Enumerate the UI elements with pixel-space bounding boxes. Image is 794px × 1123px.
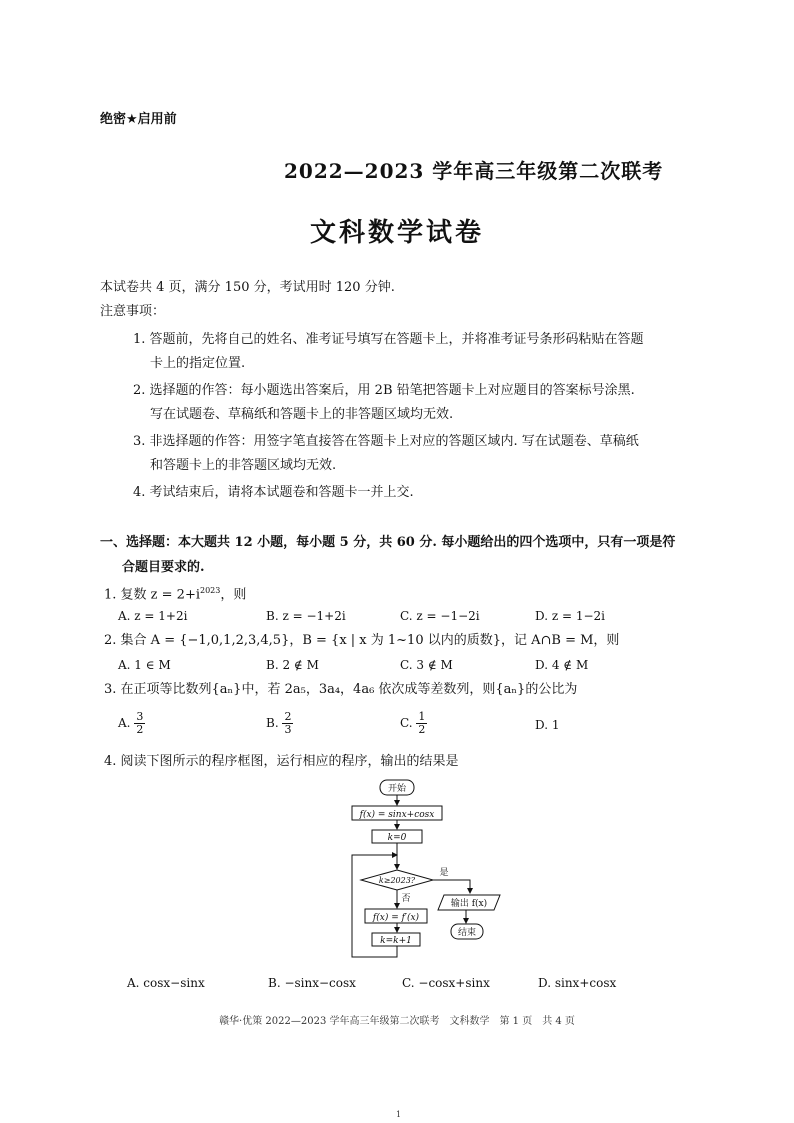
fraction: $\frac{2}{3}$: [284, 710, 292, 736]
question-4-stem: 4. 阅读下图所示的程序框图，运行相应的程序，输出的结果是: [104, 754, 459, 769]
q3-option-c: C. $\frac{1}{2}$: [400, 710, 426, 736]
note-3: 3. 非选择题的作答：用签字笔直接答在答题卡上对应的答题区域内. 写在试题卷、草稿纸: [133, 434, 639, 449]
program-flowchart: [340, 775, 520, 965]
q3-option-d: D. 1: [535, 718, 560, 732]
q2-option-a: A. 1 ∈ M: [118, 658, 171, 672]
q1-option-a: A. z = 1+2i: [118, 609, 188, 623]
q2-option-d: D. 4 ∉ M: [535, 658, 589, 672]
note-2-cont: 写在试题卷、草稿纸和答题卡上的非答题区域均无效.: [150, 407, 454, 422]
note-4: 4. 考试结束后，请将本试题卷和答题卡一并上交.: [133, 485, 414, 500]
page-number: 1: [396, 1110, 402, 1119]
fraction: $\frac{3}{2}$: [136, 710, 144, 736]
q3-option-a: A. $\frac{3}{2}$: [118, 710, 144, 736]
note-3-cont: 和答题卡上的非答题区域均无效.: [150, 458, 337, 473]
confidential-mark: 绝密★启用前: [100, 112, 177, 127]
question-3-stem: 3. 在正项等比数列{aₙ}中，若 2a₅，3a₄，4a₆ 依次成等差数列，则{aₙ}的公比为: [104, 682, 578, 697]
section-heading-cont: 合题目要求的.: [122, 560, 205, 575]
increment-label: k=k+1: [380, 936, 412, 946]
question-2-stem: 2. 集合 A = {−1,0,1,2,3,4,5}，B = {x | x 为 1~10 以内的质数}，记 A∩B = M，则: [104, 633, 620, 648]
exam-subject-title: 文科数学试卷: [309, 218, 484, 248]
q2-option-c: C. 3 ∉ M: [400, 658, 453, 672]
yes-label: 是: [439, 868, 449, 878]
exam-title: 2022—2023 学年高三年级第二次联考: [284, 159, 664, 183]
q3-option-b: B. $\frac{2}{3}$: [266, 710, 292, 736]
end-label: 结束: [457, 928, 477, 938]
page-footer: 赣华·优策 2022—2023 学年高三年级第二次联考 文科数学 第 1 页 共 4 页: [219, 1016, 575, 1027]
notes-title: 注意事项：: [100, 304, 166, 319]
init-function-label: f(x) = sinx+cosx: [359, 810, 435, 820]
q4-option-a: A. cosx−sinx: [127, 976, 205, 990]
output-label: 输出 f(x): [450, 899, 488, 909]
q1-option-c: C. z = −1−2i: [400, 609, 480, 623]
q1-option-d: D. z = 1−2i: [535, 609, 605, 623]
q4-option-c: C. −cosx+sinx: [402, 976, 490, 990]
derivative-label: f(x) = f′(x): [372, 913, 420, 923]
q2-option-b: B. 2 ∉ M: [266, 658, 319, 672]
fraction: $\frac{1}{2}$: [418, 710, 426, 736]
note-1-cont: 卡上的指定位置.: [150, 356, 246, 371]
exam-summary: 本试卷共 4 页，满分 150 分，考试用时 120 分钟.: [100, 280, 395, 295]
question-1-stem: 1. 复数 $z = 2+i^{2023}$，则: [104, 586, 247, 603]
start-label: 开始: [387, 784, 407, 794]
note-2: 2. 选择题的作答：每小题选出答案后，用 2B 铅笔把答题卡上对应题目的答案标号涂黑.: [133, 383, 635, 398]
condition-label: k≥2023?: [378, 876, 416, 885]
note-1: 1. 答题前，先将自己的姓名、准考证号填写在答题卡上，并将准考证号条形码粘贴在答题: [133, 332, 644, 347]
init-k-label: k=0: [387, 833, 407, 843]
section-heading: 一、选择题：本大题共 12 小题，每小题 5 分，共 60 分. 每小题给出的四个选项中，只有一项是符: [100, 535, 676, 550]
no-label: 否: [401, 894, 411, 904]
q4-option-b: B. −sinx−cosx: [268, 976, 356, 990]
q1-option-b: B. z = −1+2i: [266, 609, 346, 623]
q4-option-d: D. sinx+cosx: [538, 976, 617, 990]
